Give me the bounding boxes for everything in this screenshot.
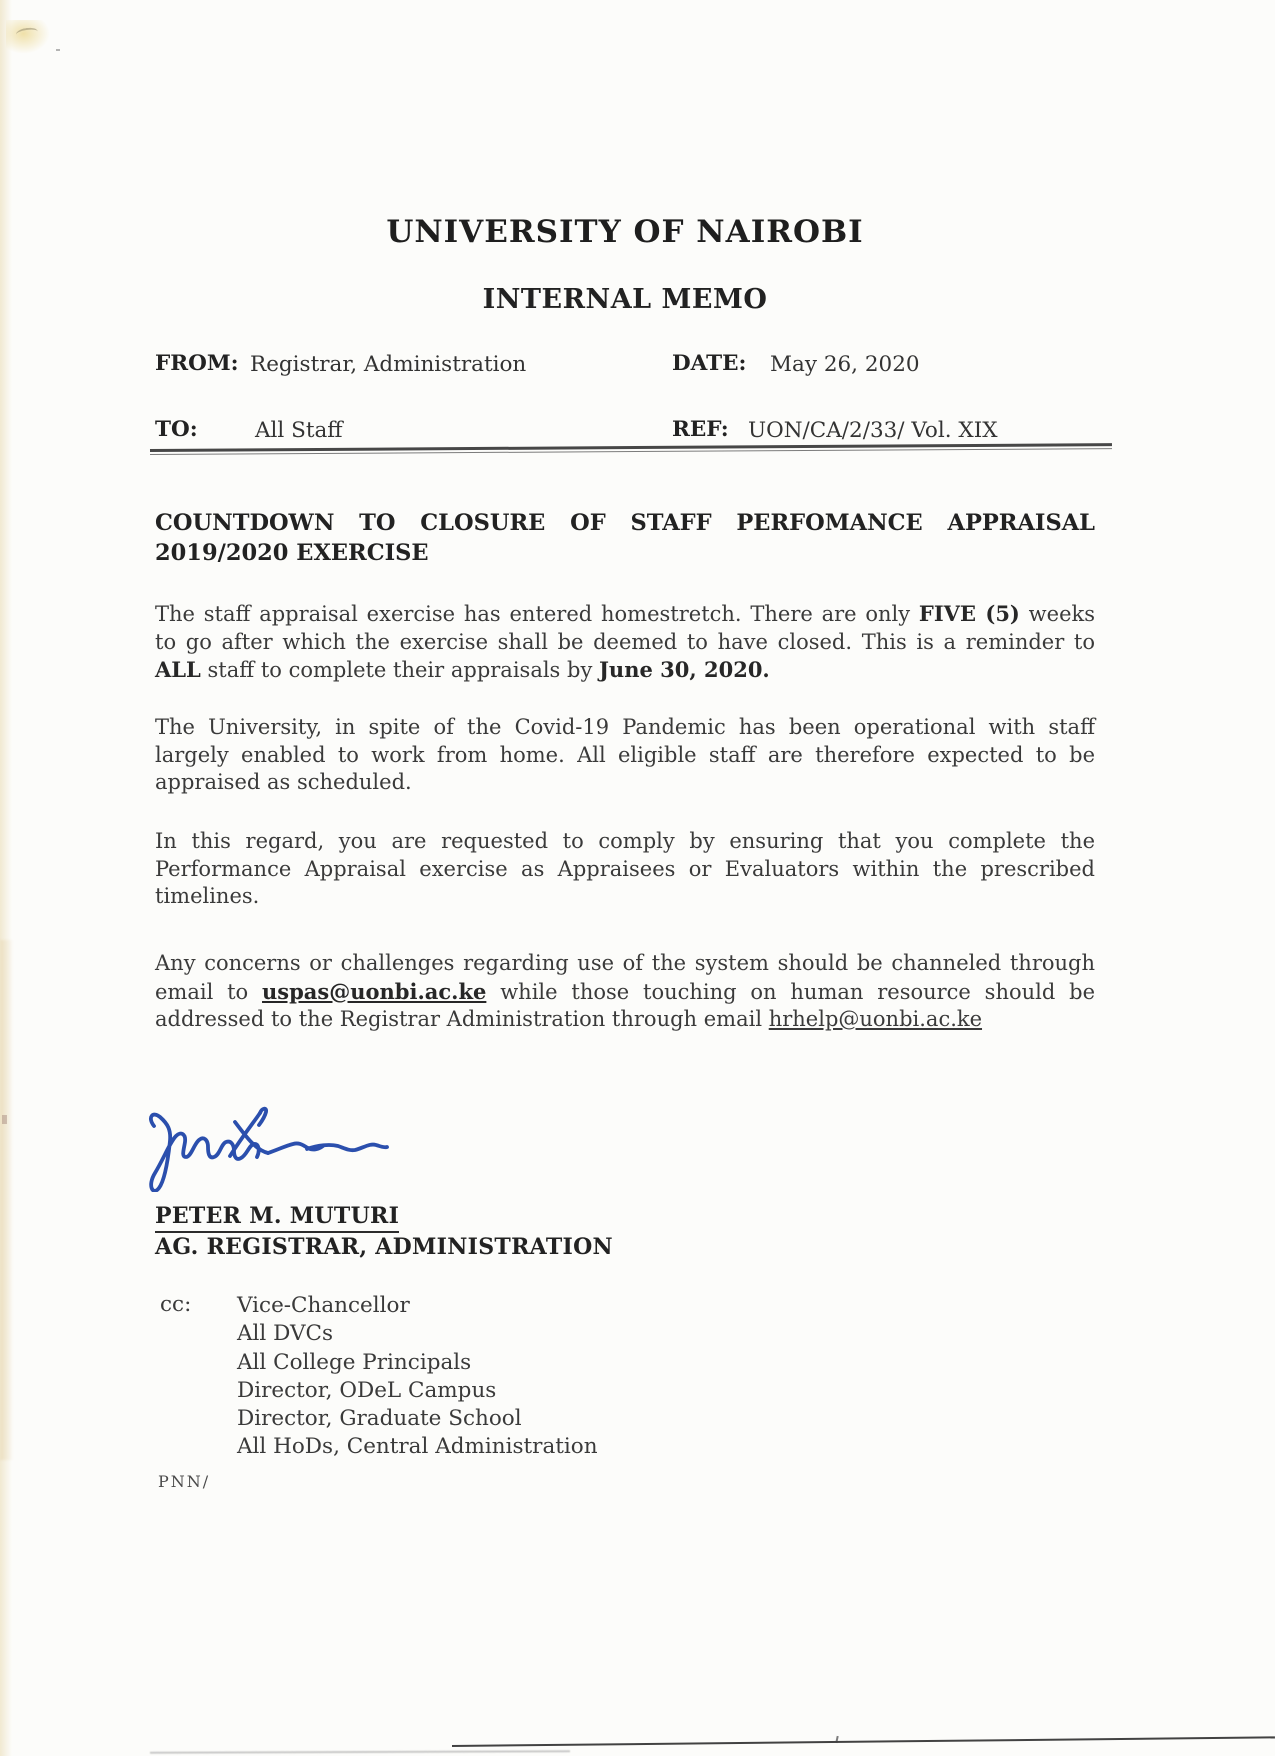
to-label: TO: (155, 417, 198, 442)
paragraph-4 (155, 950, 1095, 1034)
header-divider (150, 443, 1112, 455)
ref-label: REF: (672, 417, 729, 442)
signatory-role: AG. REGISTRAR, ADMINISTRATION (155, 1234, 613, 1260)
typist-initials: PNN/ (158, 1472, 211, 1491)
paragraph-1-text: The staff appraisal exercise has entered homestretch. There are only (155, 602, 919, 626)
cc-item: Vice-Chancellor (237, 1293, 410, 1318)
paragraph-4-text: Any concerns or challenges regarding use of the system should be channeled through email to (155, 951, 1095, 1004)
paragraph-1 (155, 600, 1095, 685)
paragraph-2: The University, in spite of the Covid-19 Pandemic has been operational with staff largely enabled to work from home. All eligible staff are therefore expected to be appraised as scheduled. (155, 715, 1095, 795)
date-label: DATE: (672, 351, 747, 376)
bold-all: ALL (155, 657, 201, 683)
cc-list (237, 1292, 598, 1462)
bold-deadline-date: June 30, 2020. (599, 657, 770, 683)
paragraph-4-text: while those touching on human resource should be addressed to the Registrar Administration through email (155, 979, 1096, 1032)
hrhelp-email-link[interactable]: hrhelp@uonbi.ac.ke (768, 1007, 983, 1032)
scan-bottom-line (452, 1736, 1275, 1747)
scan-speck (56, 49, 60, 51)
to-value: All Staff (255, 418, 343, 443)
cc-item: All DVCs (237, 1321, 333, 1347)
scan-speck (835, 1736, 838, 1743)
scan-speck (2, 1115, 7, 1124)
cc-item: Director, Graduate School (237, 1406, 522, 1432)
handwritten-signature (132, 1092, 402, 1192)
paragraph-1-text: weeks to go after which the exercise shall be deemed to have closed. This is a reminder to (155, 602, 1095, 654)
scan-bottom-line-faint (150, 1750, 570, 1753)
cc-item: Director, ODeL Campus (237, 1377, 497, 1403)
cc-item: All College Principals (237, 1349, 472, 1375)
cc-item: All HoDs, Central Administration (237, 1434, 598, 1460)
subject-line-1: COUNTDOWN TO CLOSURE OF STAFF PERFOMANCE APPRAISAL (155, 510, 1095, 536)
ref-value: UON/CA/2/33/ Vol. XIX (748, 418, 998, 443)
date-value: May 26, 2020 (770, 352, 920, 377)
bold-five-weeks: FIVE (5) (918, 601, 1020, 626)
scan-edge-strip (0, 0, 12, 1756)
page-title: UNIVERSITY OF NAIROBI (386, 214, 864, 250)
subject-heading (155, 508, 1095, 568)
scan-corner-smudge (6, 20, 50, 54)
page-subtitle: INTERNAL MEMO (482, 284, 768, 315)
signatory-name: PETER M. MUTURI (155, 1203, 399, 1233)
uspas-email-link[interactable]: uspas@uonbi.ac.ke (262, 978, 487, 1004)
paragraph-1-text: staff to complete their appraisals by (200, 658, 599, 683)
from-value: Registrar, Administration (250, 352, 527, 377)
paragraph-3: In this regard, you are requested to comply by ensuring that you complete the Performance Appraisal exercise as Appraisees or Evaluators within the prescribed timelines. (155, 829, 1095, 909)
cc-label: cc: (160, 1292, 192, 1317)
subject-line-2: 2019/2020 EXERCISE (155, 540, 429, 566)
scan-edge-patch (0, 940, 14, 1460)
from-label: FROM: (155, 351, 239, 376)
